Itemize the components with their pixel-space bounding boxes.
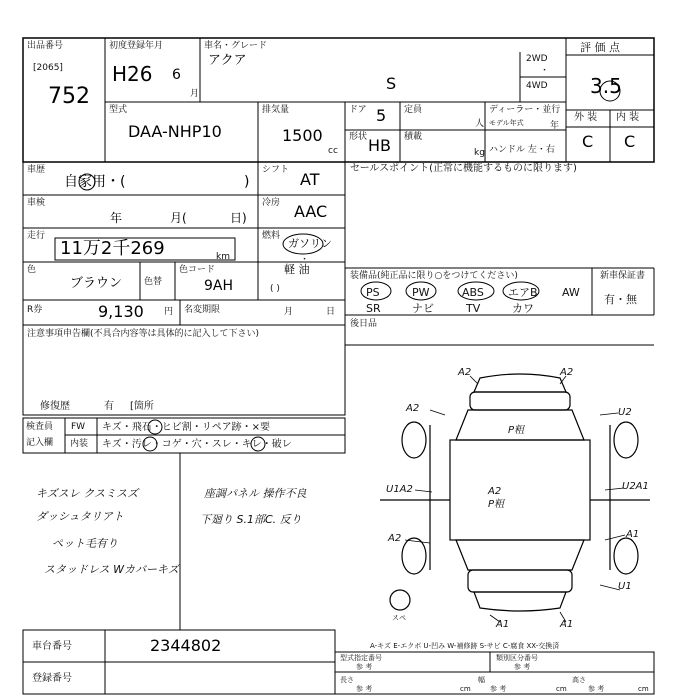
damage-mark: A2 <box>406 403 420 414</box>
hand-note: スタッドレス Wカバーキズ <box>44 563 179 576</box>
int-items: キズ・汚レ・コゲ・穴・スレ・キレ・破レ <box>102 439 292 450</box>
inspector-label-1: 検査員 <box>26 422 54 432</box>
model-label: 型式 <box>109 105 128 115</box>
damage-mark: U1 <box>618 581 632 592</box>
hand-note: 座調パネル 操作不良 <box>204 487 307 500</box>
load-label: 積載 <box>404 132 423 142</box>
damage-mark: A2 <box>488 486 502 497</box>
grade: S <box>386 74 397 93</box>
wd2-label: 2WD <box>526 54 548 64</box>
model: DAA-NHP10 <box>128 122 222 141</box>
repair-label: 修復歴 <box>40 401 70 412</box>
color-code: 9AH <box>204 278 234 294</box>
equip-sr: SR <box>366 302 381 315</box>
equip-navi: ナビ <box>412 302 434 315</box>
recycle-label: R券 <box>27 305 43 315</box>
year-unit: 年 <box>550 121 560 131</box>
length-ref: 参 考 <box>356 685 373 693</box>
damage-legend: A-キズ E-エクボ U-凹み W-補修跡 S-サビ C-腐食 XX-交換済 <box>370 642 560 650</box>
cap-label: 定員 <box>404 105 423 115</box>
equip-abs: ABS <box>462 286 484 299</box>
reg-month-unit: 月 <box>190 89 200 99</box>
post-label: 後日品 <box>350 319 378 329</box>
ac-label: 冷房 <box>262 198 281 208</box>
width-unit: cm <box>556 685 567 693</box>
eval-score: 3.5 <box>590 74 622 98</box>
mileage-value: 11万2千269 <box>60 238 165 259</box>
shift-value: AT <box>300 170 320 189</box>
lot-number: 752 <box>48 84 90 109</box>
history-usage: 自家用・( <box>64 174 126 190</box>
inspect-month: 月( <box>170 211 187 225</box>
type-ref: 参 考 <box>356 663 373 671</box>
damage-mark: U2 <box>618 407 632 418</box>
equip-tv: TV <box>466 302 481 315</box>
dealer-label: ディーラー・並行 <box>489 105 561 115</box>
hand-note: ダッシュタリアト <box>36 510 124 523</box>
hand-note: キズスレ クスミスズ <box>36 487 139 500</box>
handle-label: ハンドル 左・右 <box>489 145 555 155</box>
car-name: アクア <box>208 53 247 68</box>
height-unit: cm <box>638 685 649 693</box>
warranty-label: 新車保証書 <box>600 271 646 281</box>
door: 5 <box>376 106 387 125</box>
width-label: 幅 <box>478 676 485 684</box>
length-unit: cm <box>460 685 471 693</box>
ext-grade: C <box>582 132 594 151</box>
frame-value: 2344802 <box>150 636 222 655</box>
fuel-label: 燃料 <box>262 231 281 241</box>
spare-label: スペ <box>392 614 406 622</box>
mileage-label: 走行 <box>27 231 46 241</box>
fw-label: FW <box>71 422 86 432</box>
notes-label: 注意事項申告欄(不具合内容等は具体的に記入して下さい) <box>27 329 260 339</box>
mileage-unit: km <box>216 252 230 262</box>
expire-day: 日 <box>326 307 336 317</box>
equip-pw: PW <box>412 286 430 299</box>
damage-mark: A2 <box>458 367 472 378</box>
length-label: 長さ <box>340 676 354 684</box>
person-unit: 人 <box>475 119 485 129</box>
shape: HB <box>368 136 392 155</box>
name-label: 車名・グレード <box>204 41 268 51</box>
equip-aw: AW <box>562 286 580 299</box>
ext-label: 外 装 <box>574 112 598 123</box>
width-ref: 参 考 <box>490 685 507 693</box>
wd-dot: ・ <box>540 66 550 76</box>
shift-label: シフト <box>262 165 290 175</box>
kg-unit: kg <box>474 148 485 158</box>
type-label: 型式指定番号 <box>340 654 382 662</box>
height-label: 高さ <box>572 676 586 684</box>
cc-unit: cc <box>328 146 338 156</box>
height-ref: 参 考 <box>588 685 605 693</box>
frame-label: 車台番号 <box>32 641 72 652</box>
damage-mark: A1 <box>626 529 640 540</box>
eval-label: 評 価 点 <box>580 41 620 54</box>
repair-parts: [箇所 <box>130 401 154 412</box>
wd4-label: 4WD <box>526 81 548 91</box>
door-label: ドア <box>349 105 367 115</box>
reg-no-label: 登録番号 <box>32 673 72 684</box>
model-year-label: モデル年式 <box>489 119 524 127</box>
reg-year: H26 <box>112 62 153 86</box>
lot-label: 出品番号 <box>27 41 64 51</box>
repair-value: 有 <box>104 401 114 412</box>
ac-value: AAC <box>294 202 328 221</box>
reg-month: 6 <box>172 67 181 83</box>
color-label: 色 <box>27 265 37 275</box>
cc: 1500 <box>282 126 323 145</box>
color-value: ブラウン <box>70 276 123 291</box>
fuel-dot: ・ <box>300 255 310 265</box>
damage-mark: A1 <box>496 619 510 630</box>
recycle-value: 9,130 <box>98 302 144 321</box>
int-label: 内装 <box>70 439 89 449</box>
color-code-label: 色コード <box>179 265 216 275</box>
inspect-year: 年 <box>110 211 123 225</box>
fuel-paren: ( ) <box>270 284 280 294</box>
inspect-day: 日) <box>230 211 247 225</box>
fuel-diesel: 軽 油 <box>284 263 310 276</box>
history-close: ) <box>244 174 250 190</box>
cc-label: 排気量 <box>262 105 290 115</box>
fw-items: キズ・飛石・ヒビ割・リペア跡・×要 <box>102 422 270 433</box>
equip-ps: PS <box>366 286 380 299</box>
hand-note: 下廻り S.1部C. 反り <box>200 513 302 526</box>
lot-prefix: [2065] <box>33 63 63 73</box>
expire-month: 月 <box>284 307 294 317</box>
class-ref: 参 考 <box>514 663 531 671</box>
sales-label: セールスポイント(正常に機能するものに限ります) <box>350 163 577 174</box>
class-label: 類別区分番号 <box>496 654 538 662</box>
inspector-label-2: 記入欄 <box>26 438 54 448</box>
reg-label: 初度登録年月 <box>109 41 164 51</box>
equipment-label: 装備品(純正品に限り○をつけてください) <box>350 271 518 281</box>
damage-mark: P粗 <box>508 425 525 436</box>
int-label: 内 装 <box>616 112 640 123</box>
int-grade: C <box>624 132 636 151</box>
recycle-unit: 円 <box>164 307 174 317</box>
shape-label: 形状 <box>349 132 368 142</box>
fuel-gasoline: ガソリン <box>288 237 332 250</box>
damage-mark: P粗 <box>488 499 505 510</box>
color-change-label: 色替 <box>144 277 163 287</box>
expire-label: 名変期限 <box>184 305 221 315</box>
damage-mark: U2A1 <box>622 481 649 492</box>
damage-mark: A2 <box>560 367 574 378</box>
history-label: 車歴 <box>27 165 46 175</box>
hand-note: ペット毛有り <box>52 537 118 550</box>
damage-mark: A1 <box>560 619 574 630</box>
warranty-value: 有・無 <box>604 293 637 306</box>
car-diagram <box>380 374 650 611</box>
equip-airbag: エアB <box>508 286 538 299</box>
damage-mark: U1A2 <box>386 484 413 495</box>
damage-mark: A2 <box>388 533 402 544</box>
equip-leather: カワ <box>512 302 534 315</box>
inspect-label: 車検 <box>27 198 46 208</box>
